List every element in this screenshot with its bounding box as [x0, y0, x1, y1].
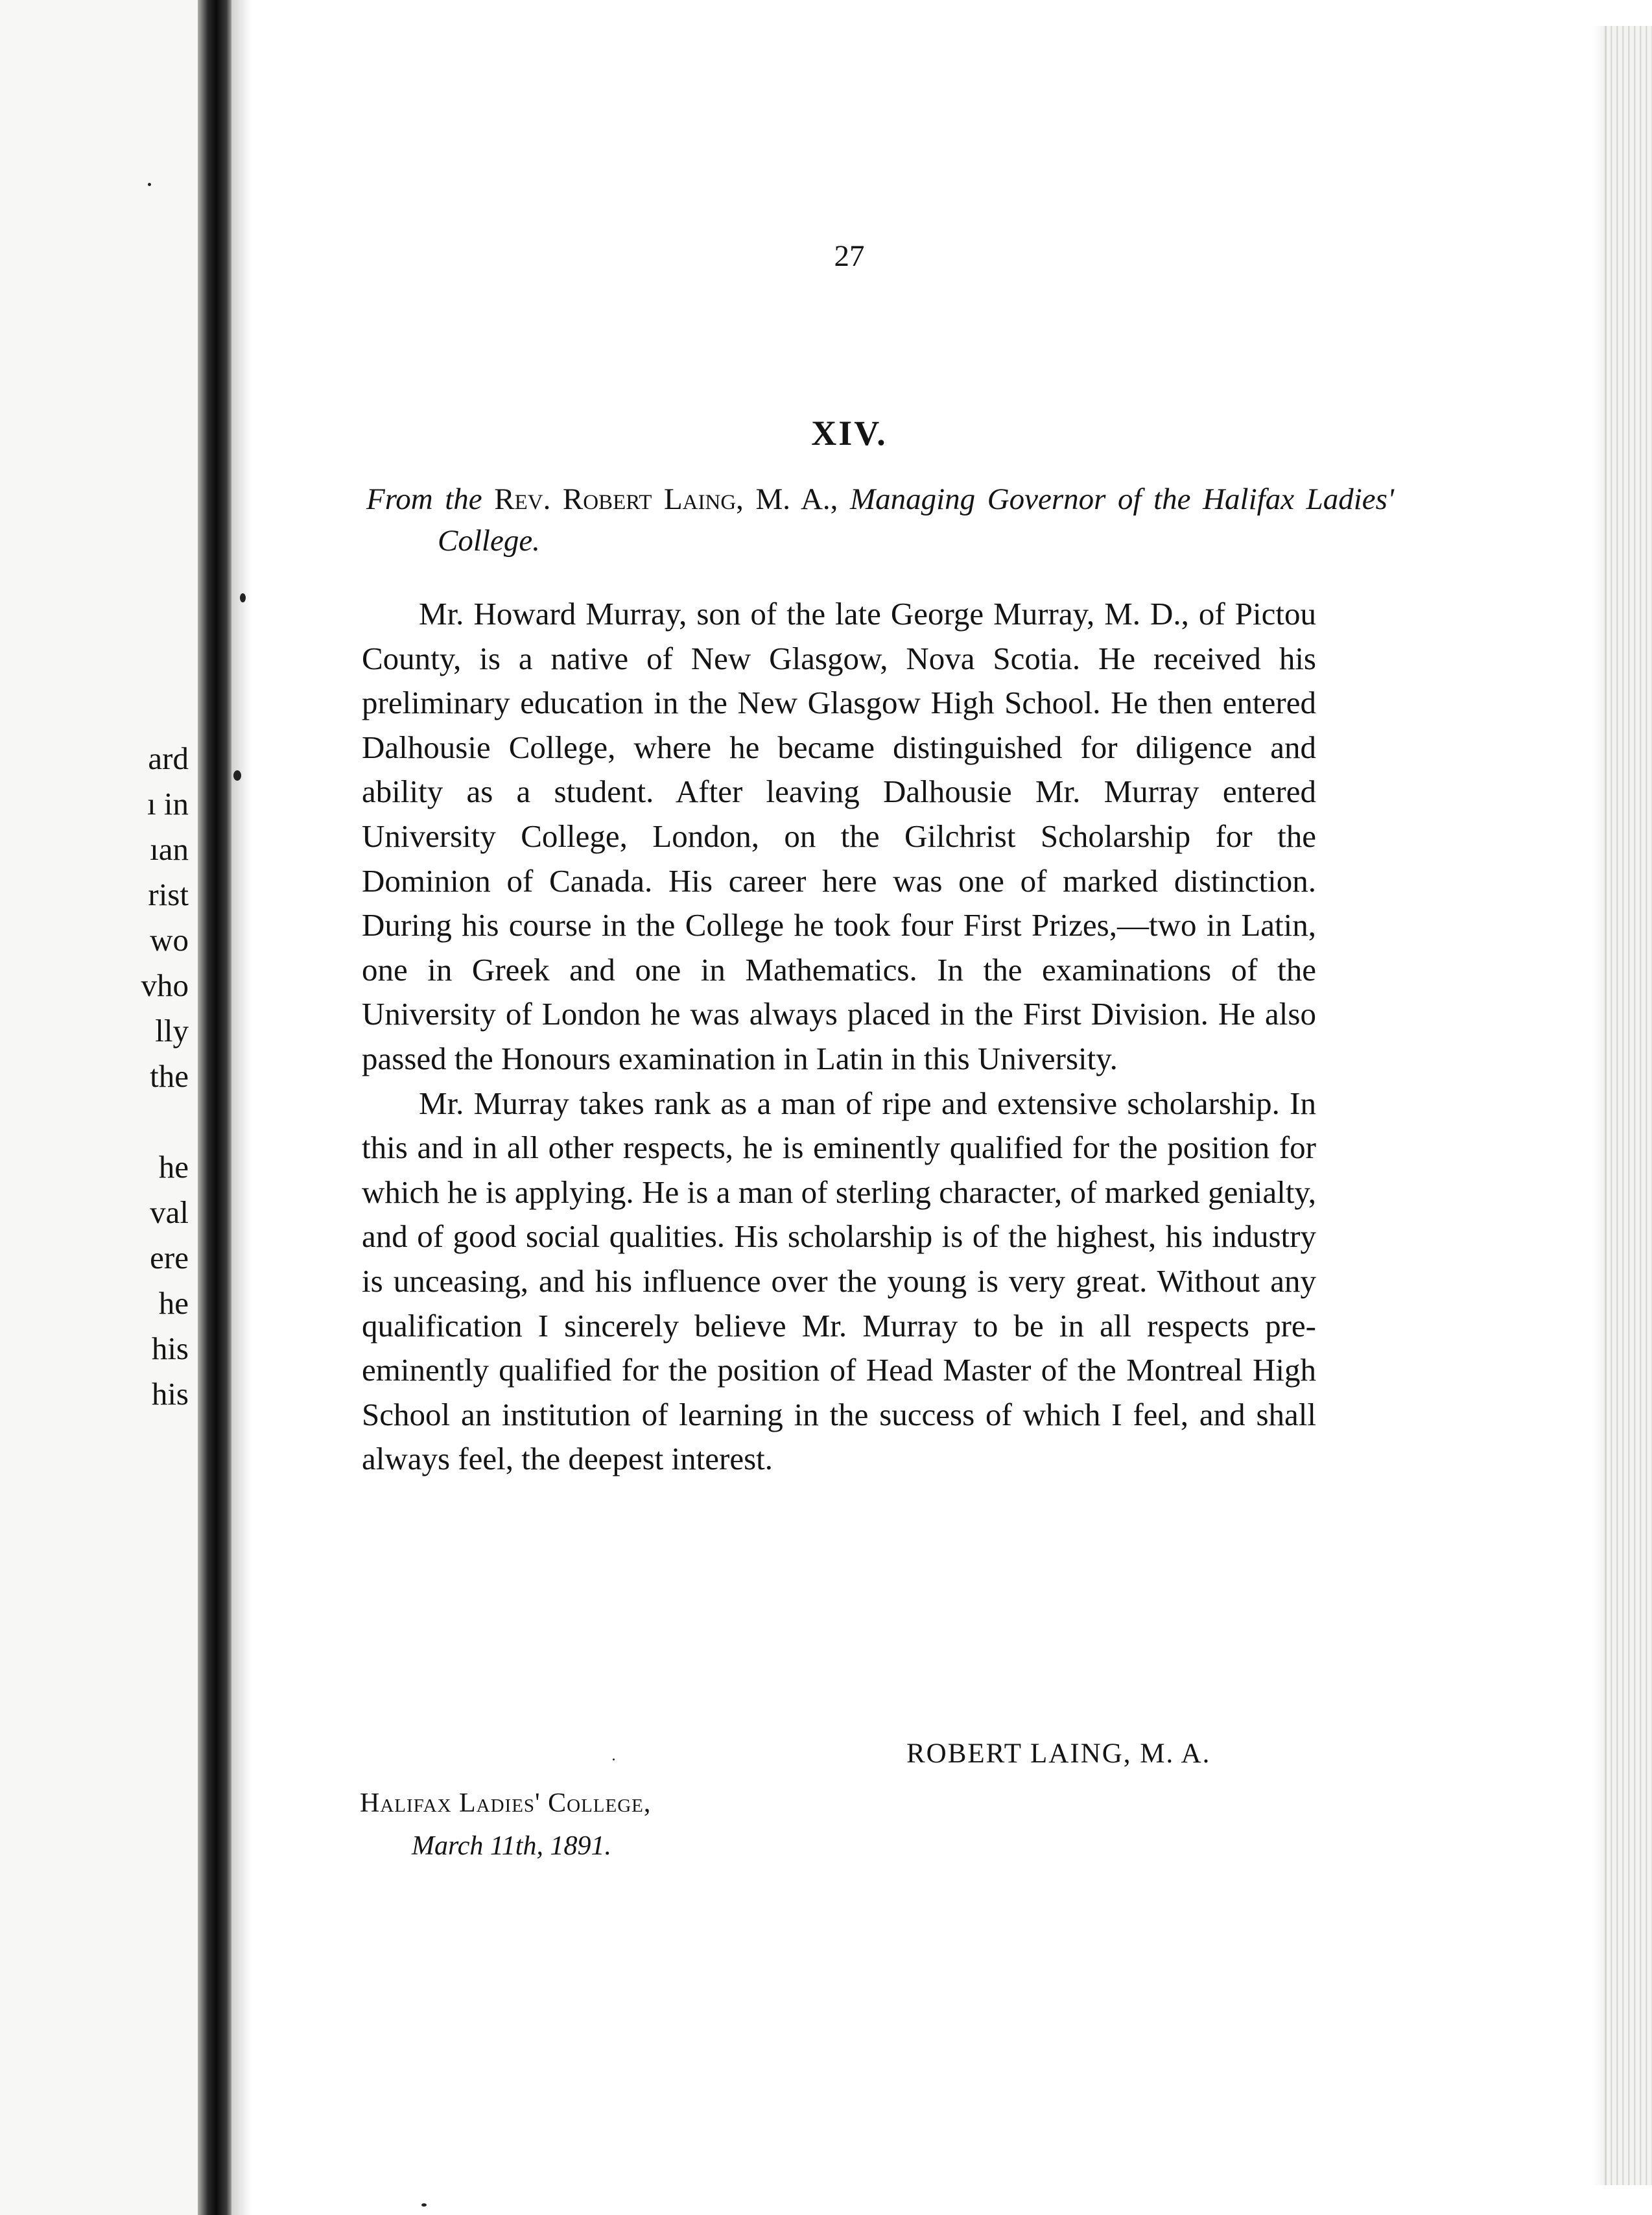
book-spine-gutter — [198, 0, 231, 2215]
facing-page-line: lly — [155, 1013, 189, 1048]
dateline-place: Halifax Ladies' College, — [360, 1788, 652, 1818]
facing-page-left — [0, 0, 198, 2215]
attribution-author: Rev. Robert Laing — [494, 482, 737, 516]
attribution-role: Managing Governor of the Halifax Ladies' College. — [438, 482, 1395, 558]
attribution-from: From the — [366, 482, 482, 516]
facing-page-line: wo — [150, 922, 189, 958]
speck — [240, 593, 246, 602]
attribution-degree: , M. A., — [736, 482, 850, 516]
body-paragraph: Mr. Howard Murray, son of the late George Murray, M. D., of Pictou County, is a native of New Glasgow, Nova Scotia. He received his preliminary education in the New Glasgow High School. He then entered Dalhousie College, where he became distinguished for diligence and ability as a student. After leaving Dalhousie Mr. Murray entered University College, London, on the Gilchrist Scholarship for the Dominion of Canada. His career here was one of marked distinction. During his course in the College he took four First Prizes,—two in Latin, one in Greek and one in Mathematics. In the examinations of the University of London he was always placed in the First Division. He also passed the Honours examination in Latin in this University. — [362, 596, 1316, 1076]
speck — [148, 183, 151, 186]
facing-page-line: ere — [150, 1240, 189, 1275]
speck — [613, 1759, 615, 1760]
facing-page-line: val — [150, 1194, 189, 1230]
signature: ROBERT LAING, M. A. — [906, 1738, 1211, 1769]
facing-page-line: his — [151, 1376, 189, 1412]
facing-page-line: ıan — [150, 831, 189, 867]
letter-body — [362, 592, 1316, 1482]
facing-page-line: his — [151, 1331, 189, 1366]
facing-page-line: ard — [148, 740, 189, 776]
facing-page-line: vho — [141, 967, 189, 1003]
speck — [233, 770, 241, 781]
facing-page-line: the — [150, 1058, 189, 1094]
letter-attribution — [366, 479, 1394, 562]
section-number: XIV. — [811, 414, 888, 453]
facing-page-text-fragments — [141, 736, 189, 1417]
facing-page-paragraph-gap — [141, 1099, 189, 1144]
facing-page-line: he — [158, 1285, 189, 1321]
page-number: 27 — [834, 239, 865, 273]
facing-page-line: he — [158, 1149, 189, 1185]
gutter-shadow — [231, 0, 251, 2215]
speck — [421, 2203, 427, 2207]
facing-page-line: rist — [148, 877, 189, 912]
facing-page-line: ı in — [147, 786, 189, 822]
dateline-date: March 11th, 1891. — [412, 1831, 611, 1861]
body-paragraph: Mr. Murray takes rank as a man of ripe and extensive scholarship. In this and in all other respects, he is eminently qualified for the position for which he is applying. He is a man of sterling character, of marked genialty, and of good social qualities. His scholarship is of the highest, his industry is unceasing, and his influence over the young is very great. Without any qualification I sincerely believe Mr. Murray to be in all respects pre-eminently qualified for the position of Head Master of the Montreal High School an institution of learning in the success of which I feel, and shall always feel, the deepest interest. — [362, 1085, 1316, 1477]
dateline — [360, 1782, 651, 1867]
page-stack-edge — [1605, 26, 1652, 2185]
